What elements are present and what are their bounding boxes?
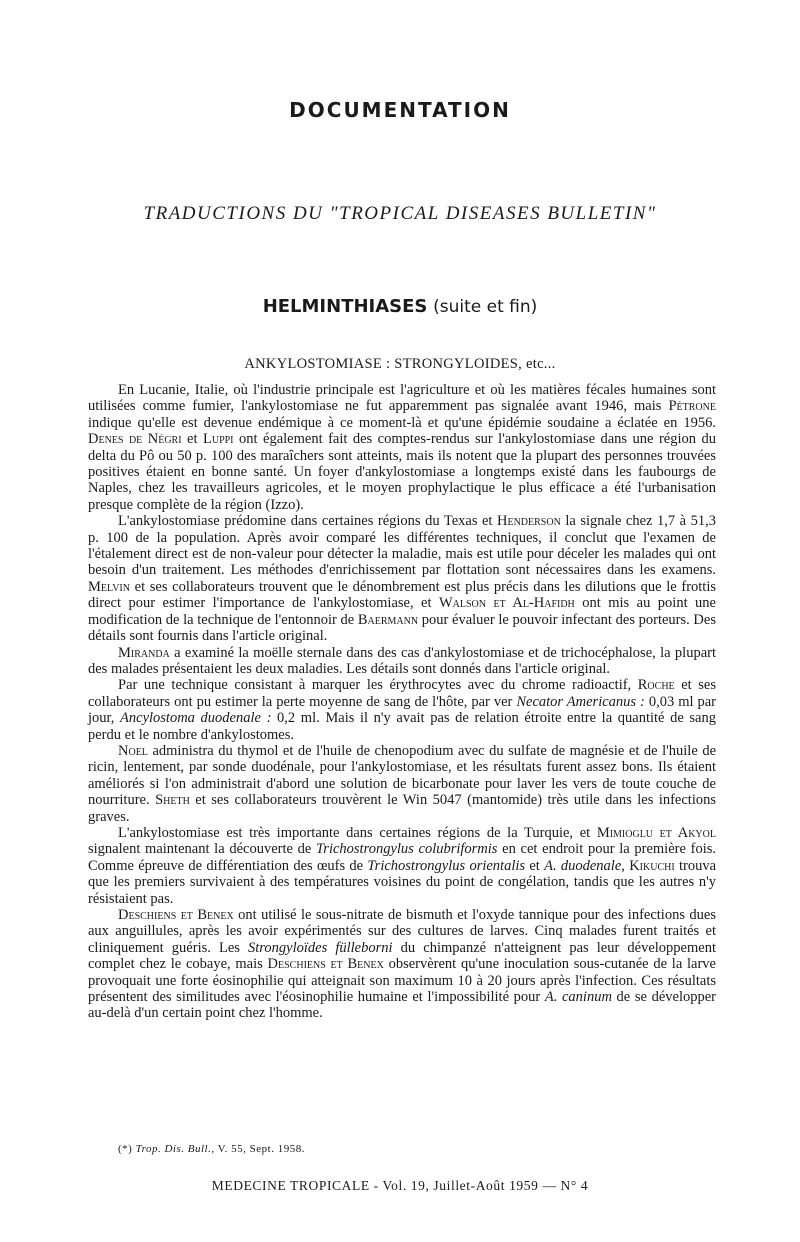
journal-section-header: DOCUMENTATION: [289, 98, 511, 122]
author-name: Miranda: [118, 644, 170, 661]
text-run: en cet endroit pour la première fois. Comme épreuve de différentiation des œufs de: [88, 841, 716, 874]
author-name: Mimioglu et Akyol: [596, 824, 716, 841]
text-run: pour évaluer le pouvoir infectant des porteurs. Des détails sont fournis dans l'article original.: [88, 611, 716, 645]
species-name: Strongyloïdes fülleborni: [248, 939, 393, 956]
author-name: Henderson: [497, 513, 561, 530]
author-name: Sheth: [155, 792, 190, 809]
text-run: 0,2 ml. Mais il n'y avait pas de relation étroite entre la quantité de sang perdu et le nombre d'ankylostomes.: [88, 710, 716, 743]
author-name: Walson et Al-Hafidh: [438, 595, 575, 612]
text-run: 0,03 ml par jour,: [88, 693, 717, 727]
author-name: Kikuchi: [629, 857, 675, 874]
paragraph-miranda: [88, 645, 716, 678]
section-title-subtitle: (suite et fin): [433, 297, 538, 317]
text-run: et: [181, 431, 203, 448]
text-run: et ses collaborateurs ont pu estimer la perte moyenne de sang de l'hôte, par ver: [88, 677, 716, 710]
author-name: Deschiens et Benex: [267, 956, 384, 973]
topic-heading: ANKYLOSTOMIASE : STRONGYLOIDES, etc...: [244, 356, 556, 372]
text-run: Par une technique consistant à marquer les érythrocytes avec du chrome radioactif,: [118, 677, 638, 694]
author-name: Melvin: [88, 578, 130, 595]
text-run: L'ankylostomiase prédomine dans certaines régions du Texas et: [118, 513, 497, 530]
text-run: a examiné la moëlle sternale dans des cas d'ankylostomiase et de trichocéphalose, la plupart des malades présentaient les deux maladies. Les détails sont donnés dans l'article original.: [88, 644, 716, 677]
document-subheader: TRADUCTIONS DU "TROPICAL DISEASES BULLETIN": [143, 203, 657, 224]
author-name: Baermann: [357, 611, 419, 628]
text-run: En Lucanie, Italie, où l'industrie principale est l'agriculture et où les matières fécales humaines sont utilisées comme fumier, l'ankylostomiase ne fut apparemment pas signalée avant 1946, mais: [88, 382, 716, 415]
text-run: signalent maintenant la découverte de: [88, 841, 317, 858]
text-run: L'ankylostomiase est très importante dans certaines régions de la Turquie, et: [118, 824, 597, 841]
paragraph-lucanie: [88, 382, 716, 513]
species-name: Necator Americanus :: [516, 693, 645, 710]
paragraph-turquie: [88, 825, 716, 907]
section-title-main: HELMINTHIASES: [262, 296, 428, 317]
author-name: Deschiens et Benex: [118, 907, 234, 923]
footnote-source: Trop. Dis. Bull.,: [135, 1143, 215, 1155]
text-run: administra du thymol et de l'huile de chenopodium avec du sulfate de magnésie et de l'huile de ricin, lentement, par sonde duodénale, pour l'ankylostomiase, et les résultats furent assez bons. Ils étaient améliorés si l'on administrait d'abord une solution de bicarbonate pour laver les vers de toute couche de nourriture.: [88, 742, 716, 809]
text-run: indique qu'elle est devenue endémique à ce moment-là et qu'une épidémie soudaine a éclatée en 1956.: [88, 414, 716, 431]
paragraph-noel: [88, 743, 716, 825]
author-name: Denes de Négri: [88, 431, 182, 448]
text-run: ont également fait des comptes-rendus sur l'ankylostomiase dans une région du delta du Pô ou 50 p. 100 des maraîchers sont atteints, mais ils notent que la plupart des personnes trouvées positives étaient en bonne santé. Un foyer d'ankylostomiase a longtemps existé dans les faubourgs de Naples, chez les travailleurs agricoles, et le moyen prophylactique le plus efficace a été l'urbanisation presque complète de la région (Izzo).: [88, 431, 716, 513]
text-run: ont mis au point une modification de la technique de l'entonnoir de: [88, 595, 716, 628]
journal-footer: MEDECINE TROPICALE - Vol. 19, Juillet-Août 1959 — N° 4: [211, 1178, 589, 1193]
author-name: Noel: [118, 742, 148, 759]
footnote-reference: V. 55, Sept. 1958.: [217, 1143, 305, 1155]
section-title: [0, 296, 800, 317]
species-name: A. caninum: [544, 989, 612, 1006]
species-name: A. duodenale,: [544, 857, 625, 874]
text-run: et: [525, 857, 545, 874]
paragraph-roche: [88, 677, 716, 743]
footnote-mark: (*): [118, 1143, 133, 1155]
text-run: de se développer au-delà d'un certain point chez l'homme.: [88, 989, 716, 1022]
paragraph-deschiens: [88, 907, 716, 1022]
author-name: Luppi: [202, 431, 234, 448]
text-run: la signale chez 1,7 à 51,3 p. 100 de la population. Après avoir comparé les différentes techniques, il conclut que l'examen de l'étalement direct est de non-valeur pour détecter la maladie, mais est utile pour déceler les malades qui ont besoin d'un traitement. Les méthodes d'enrichissement par flottation sont nécessaires dans les examens.: [88, 513, 716, 579]
text-run: du chimpanzé n'atteignent pas leur développement complet chez le cobaye, mais: [88, 939, 716, 973]
species-name: Ancylostoma duodenale :: [120, 710, 272, 727]
text-run: ont utilisé le sous-nitrate de bismuth et l'oxyde tannique pour des infections dues aux anguillules, après les avoir expérimentés sur des cultures de larves. Cinq malades furent traités et cliniquement guéris. Les: [88, 907, 716, 956]
footnote: [118, 1143, 305, 1155]
author-name: Pétrone: [668, 398, 716, 415]
author-name: Roche: [637, 677, 675, 694]
species-name: Trichostrongylus orientalis: [367, 857, 526, 874]
paragraph-texas: [88, 513, 716, 644]
text-run: et ses collaborateurs trouvent que le dénombrement est plus précis dans les dilutions que le frottis direct pour estimer l'importance de l'ankylostomiase, et: [88, 578, 716, 612]
text-run: trouva que les premiers survivaient à des températures voisines du point de congélation, tandis que les autres n'y résistaient pas.: [88, 857, 717, 907]
article-body: [88, 382, 716, 1022]
text-run: observèrent qu'une inoculation sous-cutanée de la larve provoquait une forte éosinophilie qui atteignait son maximum 10 à 20 jours après l'infection. Ces résultats présentent des similitudes avec l'éosinophilie humaine et l'impossibilité pour: [88, 956, 716, 1006]
species-name: Trichostrongylus colubriformis: [316, 841, 498, 858]
text-run: et ses collaborateurs trouvèrent le Win 5047 (mantomide) très utile dans les infections graves.: [88, 792, 717, 825]
